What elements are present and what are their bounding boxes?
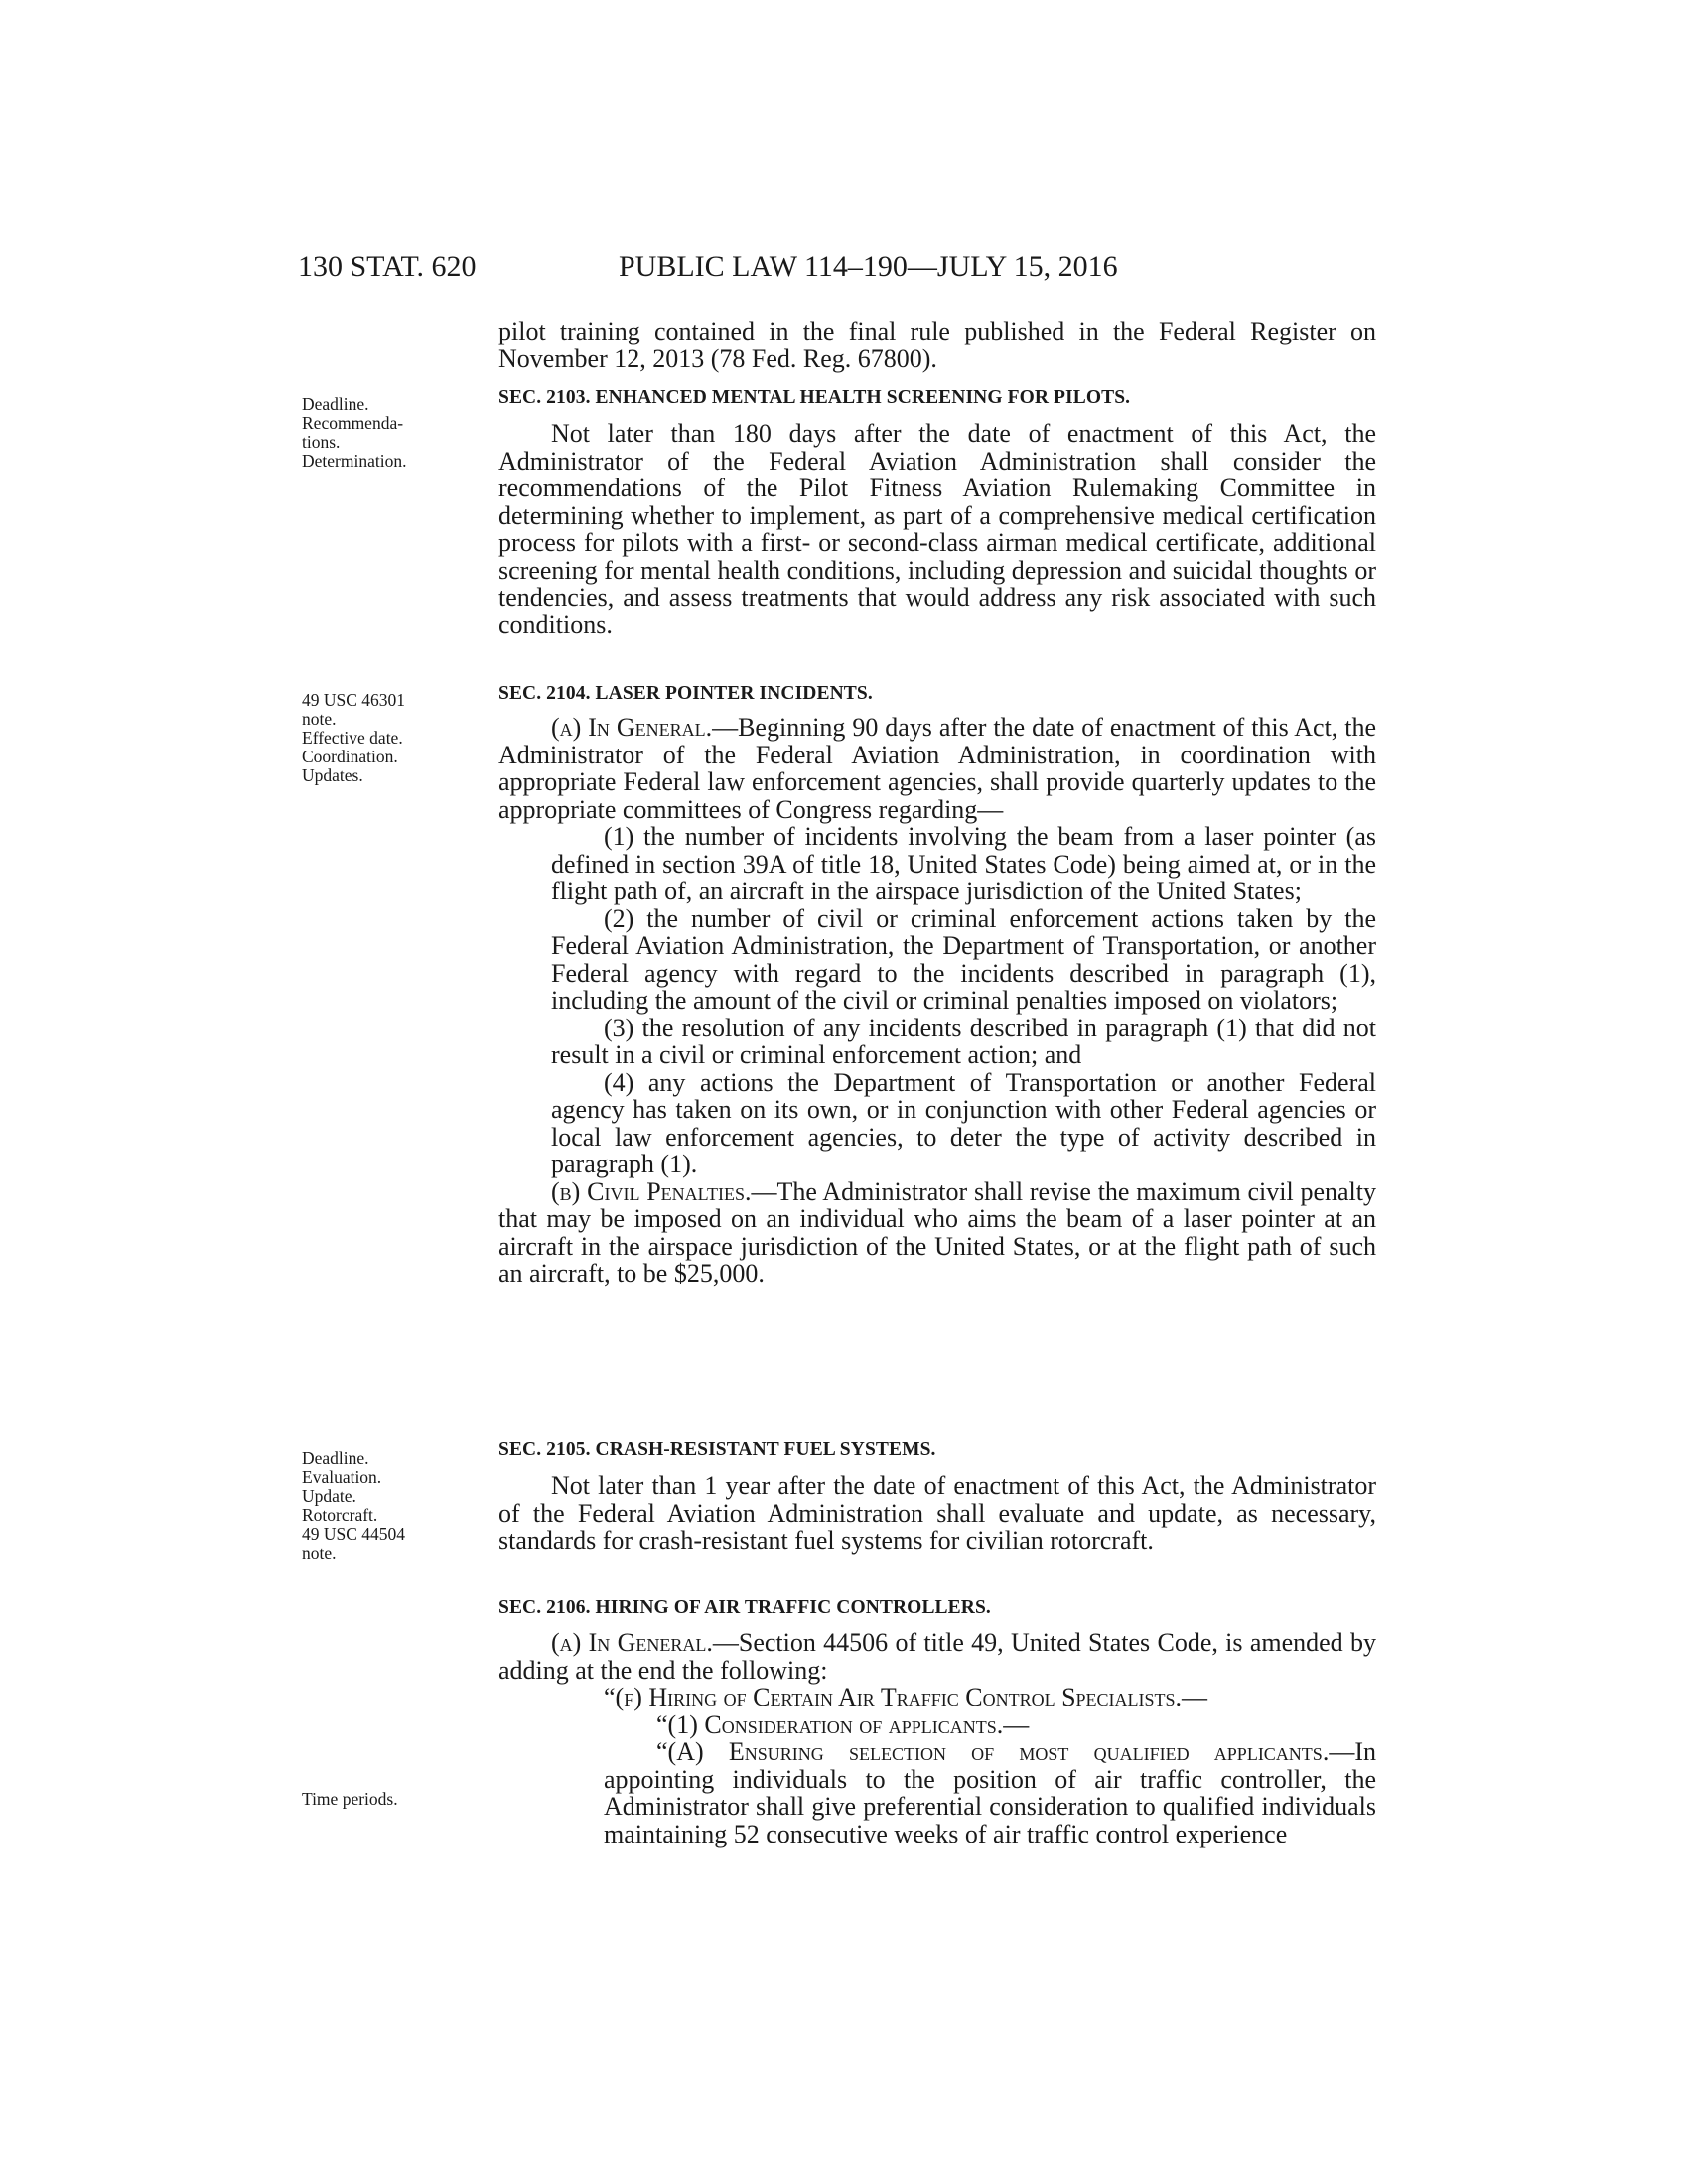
continuation-paragraph xyxy=(498,318,1376,372)
paragraph-3: (3) the resolution of any incidents described in paragraph (1) that did not result in a civil or criminal enforcement action; and xyxy=(551,1013,1376,1069)
paragraph-4: (4) any actions the Department of Transportation or another Federal agency has taken on its own, or in conjunction with other Federal agencies or local law enforcement agencies, to deter the type of activity described in paragraph (1). xyxy=(551,1067,1376,1178)
margin-note-line: 49 USC 44504 xyxy=(302,1524,406,1544)
margin-note-sec2103 xyxy=(302,395,461,471)
margin-note-line: Deadline. xyxy=(302,394,369,414)
amendment-subsection-f: “(f) Hiring of Certain Air Traffic Control Specialists.— xyxy=(604,1683,1208,1711)
page-stat-number: 130 STAT. 620 xyxy=(298,250,477,283)
margin-note-line: Evaluation. xyxy=(302,1467,382,1487)
paragraph-2: (2) the number of civil or criminal enforcement actions taken by the Federal Aviation Administration, the Department of Transportation, or another Federal agency with regard to the incidents described in paragraph (1), including the amount of the civil or criminal penalties imposed on violators; xyxy=(551,903,1376,1015)
paragraph: Not later than 1 year after the date of enactment of this Act, the Administrator of the Federal Aviation Administration shall evaluate and update, as necessary, standards for crash-resistant fuel systems for civilian rotorcraft. xyxy=(498,1471,1376,1555)
margin-note-line: Recommenda- xyxy=(302,413,404,433)
subparagraph-label: “(A) Ensuring selection of most qualified applicants. xyxy=(656,1737,1330,1766)
subsection-a xyxy=(498,714,1376,823)
subsection-label: (a) In General. xyxy=(551,1628,713,1657)
section-body-2104 xyxy=(498,714,1376,1288)
section-heading-2105: SEC. 2105. CRASH-RESISTANT FUEL SYSTEMS. xyxy=(498,1439,936,1460)
paragraph-1: (1) the number of incidents involving the beam from a laser pointer (as defined in section 39A of title 18, United States Code) being aimed at, or in the flight path of, an aircraft in the airspace jurisdiction of the United States; xyxy=(551,822,1376,905)
margin-note-line: 49 USC 46301 xyxy=(302,690,406,710)
margin-note-line: Rotorcraft. xyxy=(302,1505,378,1525)
section-body-2105 xyxy=(498,1472,1376,1555)
section-heading-2106: SEC. 2106. HIRING OF AIR TRAFFIC CONTROLLERS. xyxy=(498,1597,991,1618)
paragraph: Not later than 180 days after the date of enactment of this Act, the Administrator of the Federal Aviation Administration shall consider the recommendations of the Pilot Fitness Aviation Rulemaking Committee in determining whether to implement, as part of a comprehensive medical certification process for pilots with a first- or second-class airman medical certificate, additional screening for mental health conditions, including depression and suicidal thoughts or tendencies, and assess treatments that would address any risk associated with such conditions. xyxy=(498,419,1376,639)
subsection-text: —Beginning 90 days after the date of enactment of this Act, the Administrator of the Federal Aviation Administration, in coordination with appropriate Federal law enforcement agencies, shall provide quarterly updates to the appropriate committees of Congress regarding— xyxy=(498,713,1376,824)
margin-note-line: note. xyxy=(302,709,337,729)
margin-note-line: tions. xyxy=(302,432,341,452)
margin-note-line: note. xyxy=(302,1543,337,1563)
subsection-label: (b) Civil Penalties. xyxy=(551,1176,752,1206)
margin-note-line: Effective date. xyxy=(302,728,403,748)
amendment-subparagraph-a xyxy=(498,1738,1376,1847)
margin-note-time-periods xyxy=(302,1790,461,1809)
paragraph: pilot training contained in the final rule published in the Federal Register on November 12, 2013 (78 Fed. Reg. 67800). xyxy=(498,317,1376,373)
margin-note-sec2105 xyxy=(302,1449,461,1563)
margin-note-line: Update. xyxy=(302,1486,356,1506)
margin-note-line: Updates. xyxy=(302,765,363,785)
page-running-head: PUBLIC LAW 114–190—JULY 15, 2016 xyxy=(619,250,1118,283)
subparagraph-text: —In appointing individuals to the position of air traffic controller, the Administrator shall give preferential consideration to qualified individuals maintaining 52 consecutive weeks of air traffic control experience xyxy=(604,1737,1376,1848)
amendment-paragraph-1: “(1) Consideration of applicants.— xyxy=(656,1709,1030,1739)
margin-note-line: Deadline. xyxy=(302,1448,369,1468)
margin-note-line: Coordination. xyxy=(302,747,398,766)
margin-note-line: Determination. xyxy=(302,451,407,471)
margin-note-sec2104 xyxy=(302,691,461,785)
subsection-a xyxy=(498,1629,1376,1684)
section-body-2106 xyxy=(498,1629,1376,1847)
margin-note-line: Time periods. xyxy=(302,1789,398,1809)
subsection-label: (a) In General. xyxy=(551,713,713,742)
section-heading-2104: SEC. 2104. LASER POINTER INCIDENTS. xyxy=(498,683,873,704)
section-body-2103 xyxy=(498,420,1376,638)
subsection-b xyxy=(498,1178,1376,1288)
subsection-text: —The Administrator shall revise the maximum civil penalty that may be imposed on an individual who aims the beam of a laser pointer at an aircraft in the airspace jurisdiction of the United States, or at the flight path of such an aircraft, to be $25,000. xyxy=(498,1176,1376,1288)
subsection-text: —Section 44506 of title 49, United States Code, is amended by adding at the end the following: xyxy=(498,1628,1376,1685)
section-heading-2103: SEC. 2103. ENHANCED MENTAL HEALTH SCREENING FOR PILOTS. xyxy=(498,387,1131,408)
